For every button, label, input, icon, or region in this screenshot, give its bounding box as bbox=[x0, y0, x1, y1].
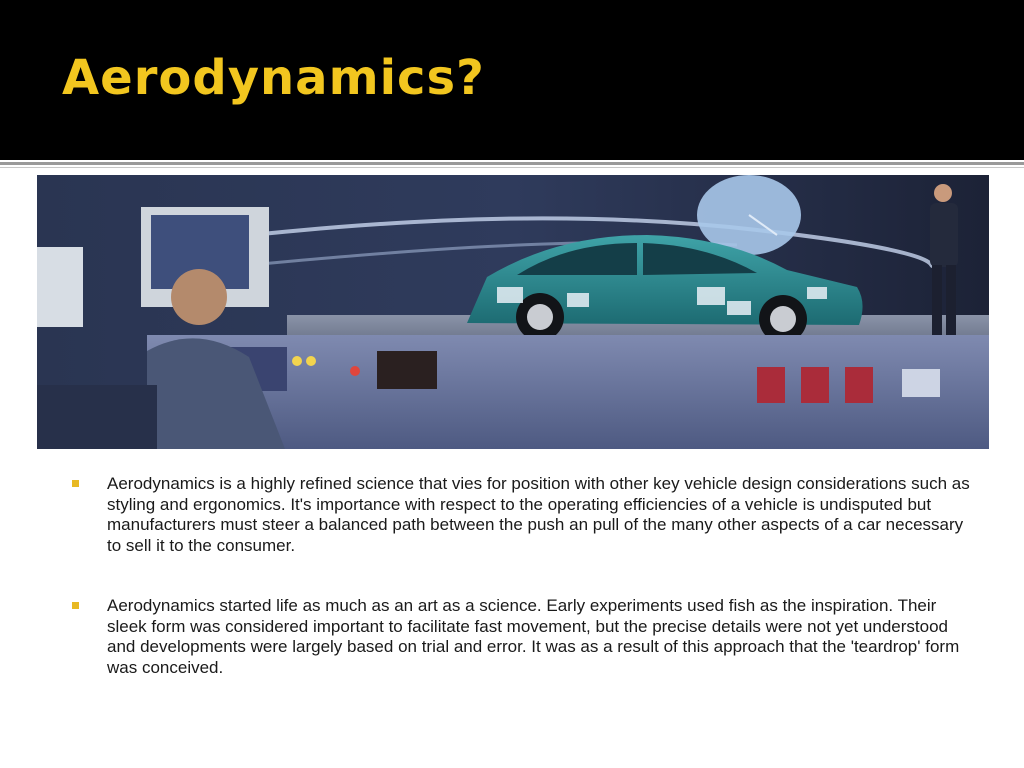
title-divider bbox=[0, 162, 1024, 165]
bullet-item bbox=[70, 474, 970, 556]
bullet-item bbox=[70, 596, 970, 678]
bullet-list bbox=[70, 474, 970, 718]
wind-tunnel-photo bbox=[37, 175, 989, 449]
bullet-text: Aerodynamics started life as much as an art as a science. Early experiments used fish as the inspiration. Their sleek form was considered important to facilitate fast movement, but the precise details were not yet understood and developments were largely based on trial and error. It was as a result of this approach that the 'teardrop' form was conceived. bbox=[107, 596, 960, 677]
square-bullet-icon bbox=[72, 602, 79, 609]
square-bullet-icon bbox=[72, 480, 79, 487]
title-divider-thin bbox=[0, 167, 1024, 168]
equipment-rack bbox=[37, 247, 83, 327]
slide-title: Aerodynamics? bbox=[62, 50, 485, 106]
bullet-text: Aerodynamics is a highly refined science that vies for position with other key vehicle design considerations such as styling and ergonomics. It's importance with respect to the operating efficiencies of a vehicle is undisputed but manufacturers must steer a balanced path between the push an pull of the many other aspects of a car necessary to sell it to the consumer. bbox=[107, 474, 970, 555]
title-bar bbox=[0, 0, 1024, 160]
